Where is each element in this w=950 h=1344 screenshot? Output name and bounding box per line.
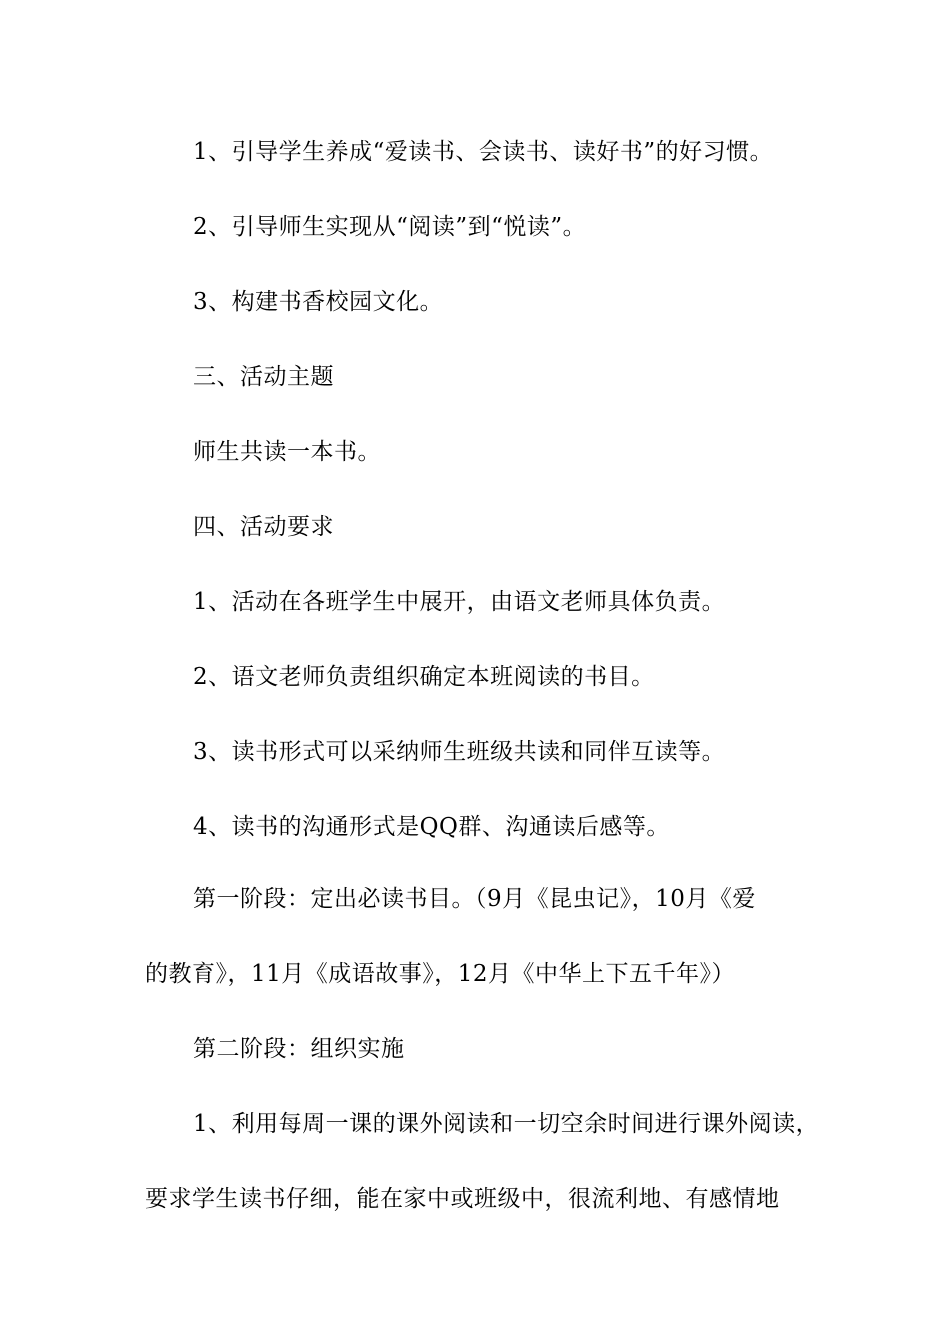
goal-1-line: 1、引导学生养成“爱读书、会读书、读好书”的好习惯。	[193, 139, 774, 165]
section-heading-requirements: 四、活动要求	[193, 514, 334, 540]
goal-3-line: 3、构建书香校园文化。	[193, 289, 444, 315]
stage-2-heading-line: 第二阶段：组织实施	[193, 1036, 405, 1062]
requirement-3-line: 3、读书形式可以采纳师生班级共读和同伴互读等。	[193, 739, 726, 765]
stage-1-line: 第一阶段：定出必读书目。（9月《昆虫记》，10月《爱	[193, 886, 756, 912]
requirement-4-line: 4、读书的沟通形式是QQ群、沟通读后感等。	[193, 814, 670, 840]
requirement-1-line: 1、活动在各班学生中展开，由语文老师具体负责。	[193, 589, 726, 615]
goal-2-line: 2、引导师生实现从“阅读”到“悦读”。	[193, 214, 587, 240]
requirement-2-line: 2、语文老师负责组织确定本班阅读的书目。	[193, 664, 655, 690]
stage-2-item-1-line: 1、利用每周一课的课外阅读和一切空余时间进行课外阅读，	[193, 1111, 820, 1137]
stage-2-item-1-continuation-line: 要求学生读书仔细，能在家中或班级中，很流利地、有感情地	[145, 1186, 780, 1212]
stage-1-continuation-line: 的教育》，11月《成语故事》，12月《中华上下五千年》）	[145, 961, 736, 987]
section-heading-theme: 三、活动主题	[193, 364, 334, 390]
theme-text-line: 师生共读一本书。	[193, 439, 381, 465]
